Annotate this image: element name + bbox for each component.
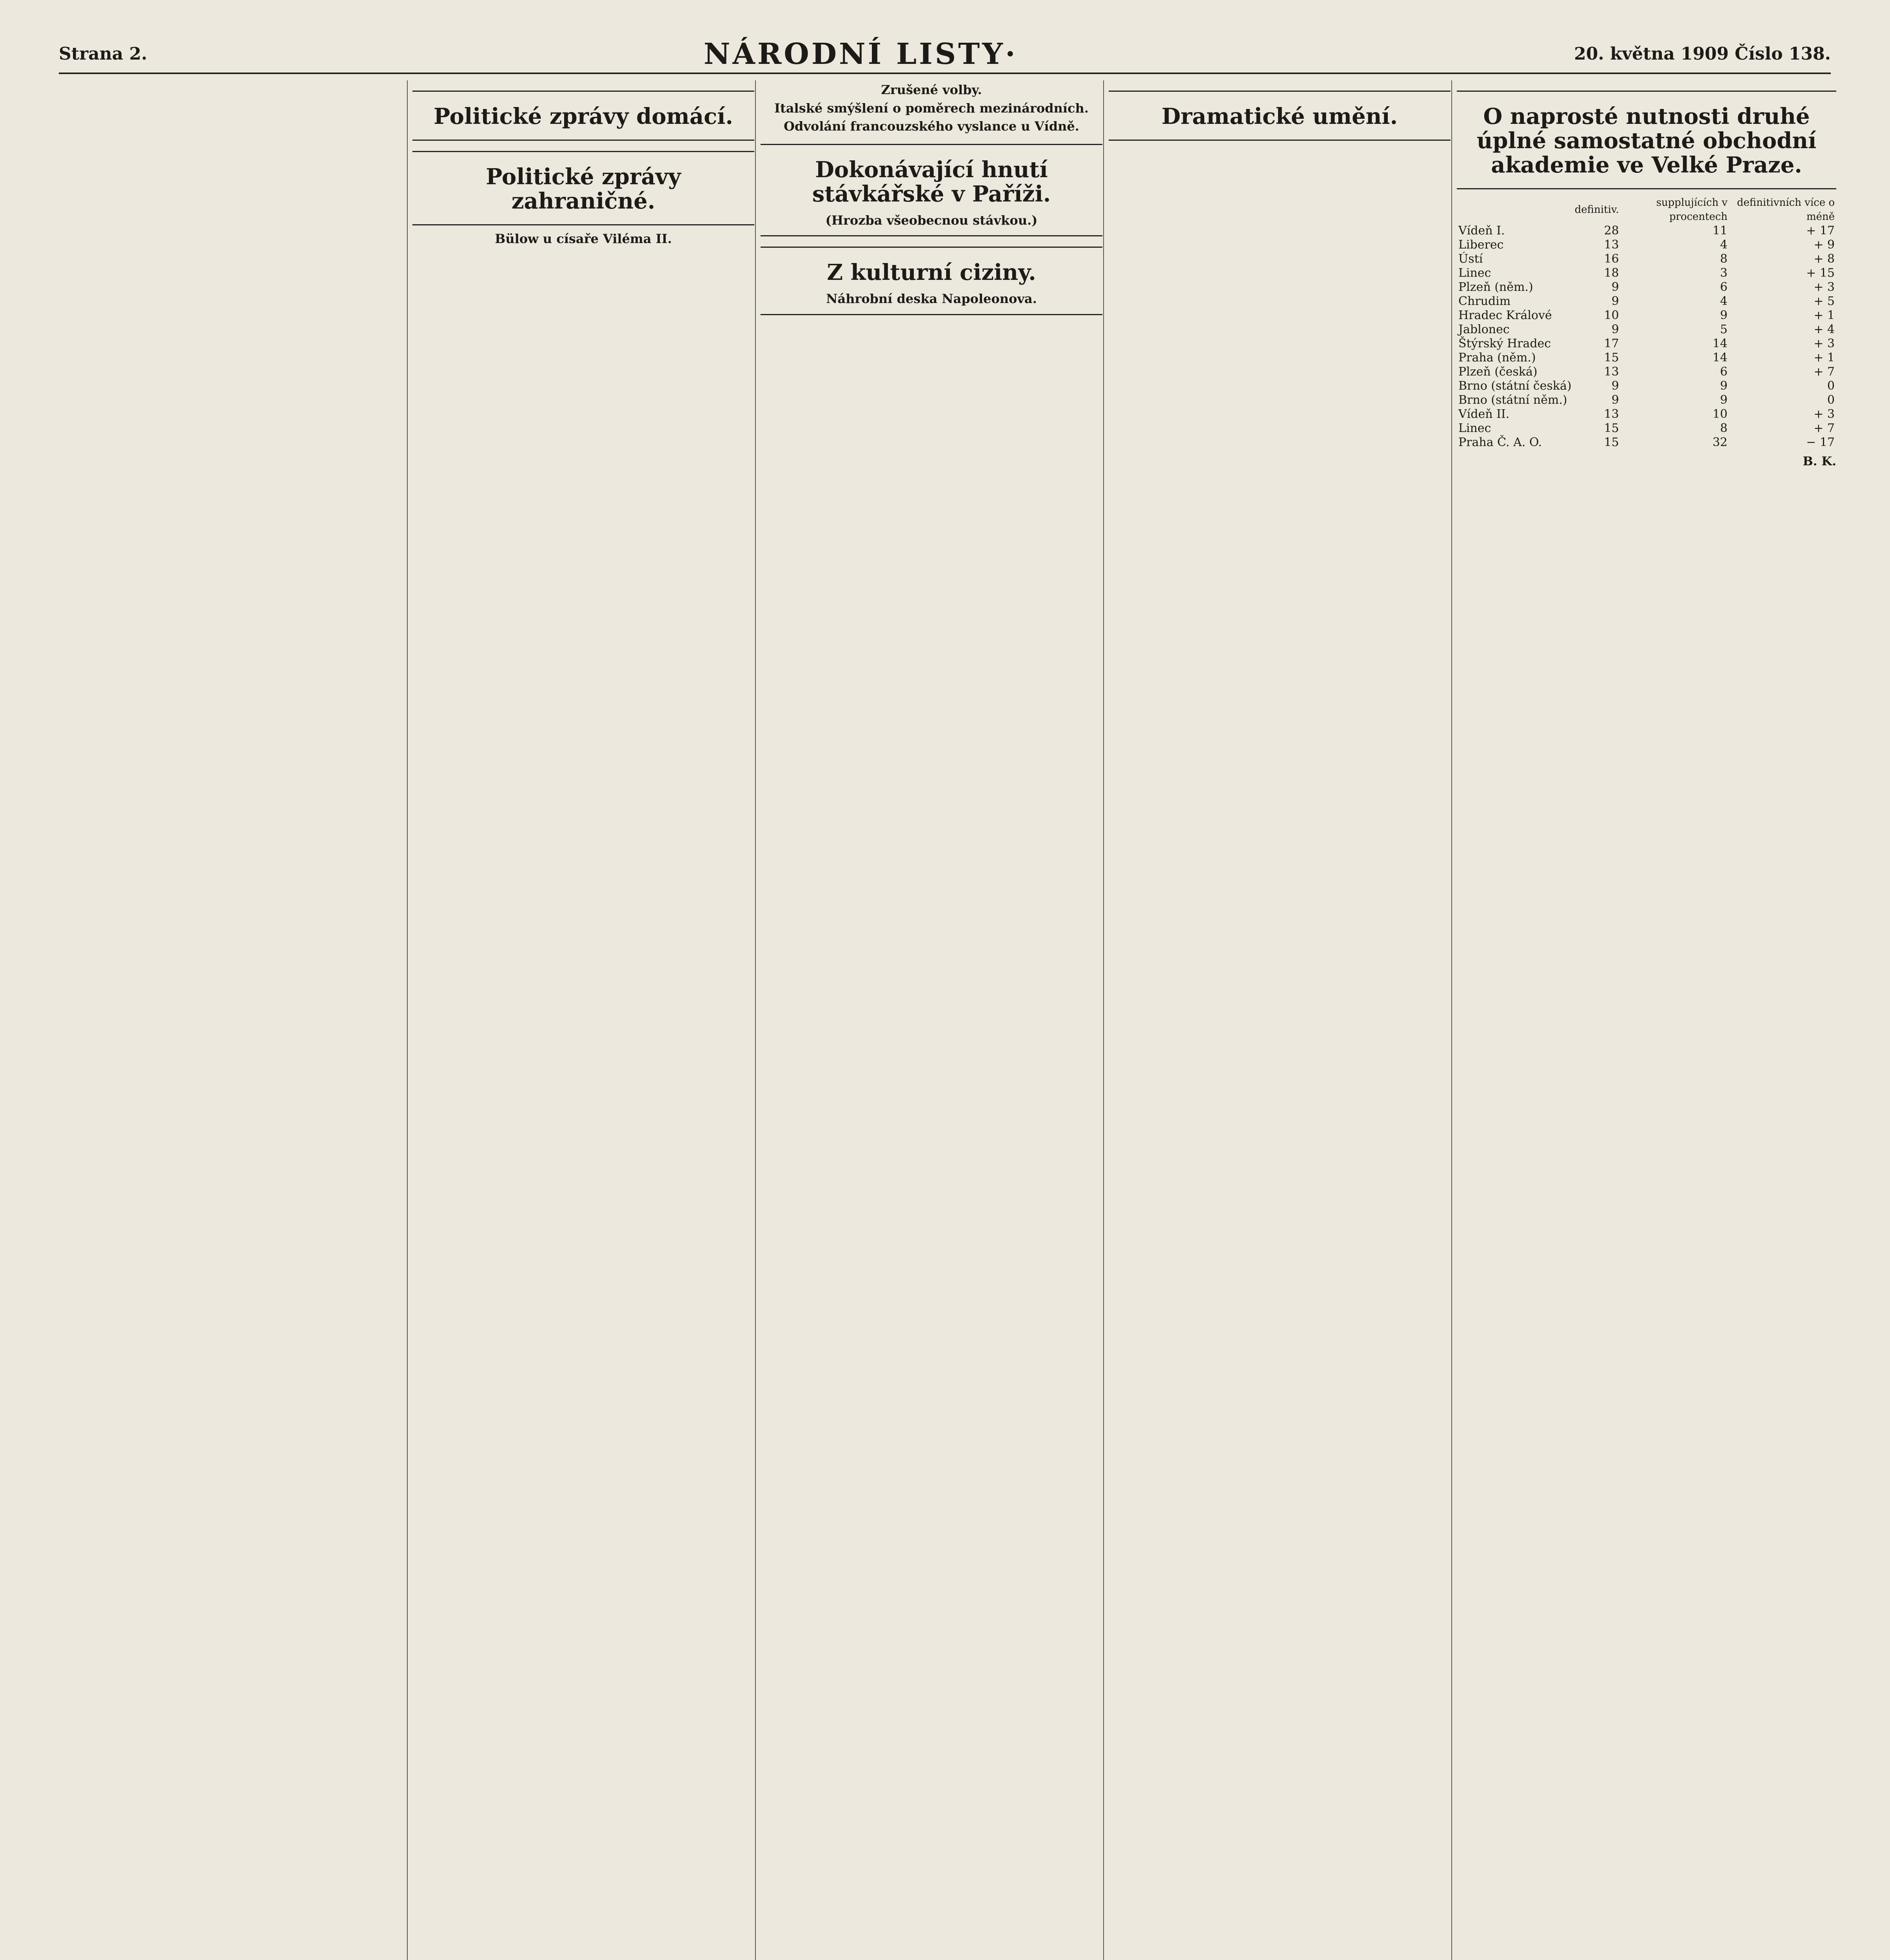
table-cell-difference: + 7 — [1814, 421, 1835, 435]
table-row — [1457, 351, 1836, 365]
table-cell-school: Hradec Králové — [1458, 309, 1552, 322]
issue-date: 20. května 1909 Číslo 138. — [1574, 44, 1831, 64]
table-cell-definitive: 16 — [1604, 252, 1619, 266]
table-cell-school: Brno (státní něm.) — [1458, 393, 1567, 407]
table-cell-definitive: 10 — [1604, 309, 1619, 322]
table-row — [1457, 436, 1836, 450]
table-cell-substitute: 5 — [1720, 323, 1728, 336]
table-cell-definitive: 15 — [1604, 436, 1619, 449]
academy-statistics-table — [1457, 196, 1836, 450]
table-cell-substitute: 32 — [1712, 436, 1728, 449]
table-cell-definitive: 9 — [1611, 294, 1619, 308]
table-cell-school: Ústí — [1458, 252, 1483, 266]
table-cell-definitive: 28 — [1604, 224, 1619, 238]
subhead-odvolani: Odvolání francouzského vyslance u Vídně. — [784, 119, 1079, 134]
table-row — [1457, 407, 1836, 421]
table-cell-definitive: 15 — [1604, 351, 1619, 365]
table-cell-definitive: 18 — [1604, 266, 1619, 280]
table-cell-substitute: 9 — [1720, 309, 1728, 322]
table-cell-difference: + 1 — [1814, 351, 1835, 365]
table-cell-school: Liberec — [1458, 238, 1504, 252]
column-4 — [1103, 80, 1451, 1960]
table-cell-definitive: 17 — [1604, 337, 1619, 350]
subhead-bulow: Bülow u císaře Viléma II. — [495, 231, 672, 246]
table-header-substitute: supplujících v procentech — [1656, 197, 1728, 223]
subhead-italske: Italské smýšlení o poměrech mezinárodních. — [774, 100, 1089, 116]
subhead-culture: Náhrobní deska Napoleonova. — [826, 291, 1037, 307]
table-cell-definitive: 9 — [1611, 280, 1619, 294]
table-cell-difference: − 17 — [1806, 436, 1835, 449]
page-number: Strana 2. — [59, 44, 147, 64]
table-row — [1457, 323, 1836, 337]
table-header-difference: definitivních více o méně — [1737, 197, 1835, 223]
table-cell-difference: + 3 — [1814, 337, 1835, 350]
headline-culture: Z kulturní ciziny. — [827, 260, 1036, 286]
headline-academy: O naprosté nutnosti druhé úplné samostatné obchodní akademie ve Velké Praze. — [1476, 103, 1817, 178]
academy-table-body — [1457, 224, 1836, 450]
section-political-foreign — [412, 151, 754, 225]
newspaper-title: NÁRODNÍ LISTY· — [703, 37, 1018, 71]
table-cell-difference: 0 — [1827, 379, 1835, 393]
table-cell-substitute: 14 — [1712, 337, 1728, 350]
subhead-zrusene-volby: Zrušené volby. — [881, 82, 982, 97]
table-row — [1457, 309, 1836, 323]
table-row — [1457, 337, 1836, 351]
table-cell-school: Brno (státní česká) — [1458, 379, 1572, 393]
table-cell-school: Linec — [1458, 421, 1491, 435]
table-cell-substitute: 4 — [1720, 294, 1728, 308]
table-cell-school: Linec — [1458, 266, 1491, 280]
headline-political-domestic: Politické zprávy domácí. — [434, 103, 733, 129]
table-cell-school: Vídeň II. — [1458, 407, 1510, 421]
table-cell-definitive: 13 — [1604, 238, 1619, 252]
table-cell-school: Praha Č. A. O. — [1458, 436, 1542, 449]
table-header-definitive: definitiv. — [1574, 204, 1619, 216]
table-cell-substitute: 14 — [1712, 351, 1728, 365]
table-cell-definitive: 9 — [1611, 393, 1619, 407]
author-signature: B. K. — [1803, 454, 1836, 468]
table-cell-difference: + 8 — [1814, 252, 1835, 266]
section-culture — [761, 247, 1102, 315]
table-cell-difference: + 1 — [1814, 309, 1835, 322]
table-cell-definitive: 9 — [1611, 379, 1619, 393]
section-political-domestic — [412, 91, 754, 141]
column-3 — [755, 80, 1102, 1960]
table-cell-difference: + 17 — [1806, 224, 1835, 238]
table-row — [1457, 280, 1836, 294]
table-cell-school: Vídeň I. — [1458, 224, 1505, 238]
table-cell-difference: + 4 — [1814, 323, 1835, 336]
table-cell-difference: + 15 — [1806, 266, 1835, 280]
table-cell-substitute: 3 — [1720, 266, 1728, 280]
subhead-strike: (Hrozba všeobecnou stávkou.) — [825, 212, 1038, 228]
section-academy — [1457, 91, 1836, 189]
headline-political-foreign: Politické zprávy zahraničné. — [486, 164, 681, 214]
table-cell-difference: + 9 — [1814, 238, 1835, 252]
table-row — [1457, 252, 1836, 266]
table-cell-substitute: 11 — [1712, 224, 1728, 238]
table-cell-definitive: 13 — [1604, 365, 1619, 379]
headline-strike: Dokonávající hnutí stávkářské v Paříži. — [812, 156, 1051, 207]
section-drama — [1109, 91, 1451, 141]
section-strike — [761, 144, 1102, 237]
column-2 — [407, 80, 754, 1960]
table-cell-substitute: 10 — [1712, 407, 1728, 421]
table-cell-substitute: 8 — [1720, 252, 1728, 266]
table-row — [1457, 238, 1836, 252]
table-header-school — [1457, 196, 1573, 224]
table-row — [1457, 294, 1836, 309]
table-cell-difference: + 3 — [1814, 280, 1835, 294]
table-cell-substitute: 4 — [1720, 238, 1728, 252]
table-cell-substitute: 9 — [1720, 379, 1728, 393]
table-row — [1457, 266, 1836, 280]
table-cell-difference: 0 — [1827, 393, 1835, 407]
table-cell-substitute: 8 — [1720, 421, 1728, 435]
table-cell-definitive: 15 — [1604, 421, 1619, 435]
headline-drama: Dramatické umění. — [1161, 103, 1398, 129]
table-cell-school: Chrudim — [1458, 294, 1511, 308]
masthead — [59, 35, 1831, 74]
table-row — [1457, 379, 1836, 393]
table-cell-school: Štýrský Hradec — [1458, 337, 1551, 350]
table-row — [1457, 365, 1836, 379]
table-cell-substitute: 6 — [1720, 280, 1728, 294]
table-cell-school: Praha (něm.) — [1458, 351, 1536, 365]
table-row — [1457, 421, 1836, 436]
table-cell-substitute: 6 — [1720, 365, 1728, 379]
table-cell-school: Jablonec — [1458, 323, 1510, 336]
table-cell-definitive: 9 — [1611, 323, 1619, 336]
table-cell-school: Plzeň (česká) — [1458, 365, 1538, 379]
table-row — [1457, 224, 1836, 238]
table-cell-difference: + 7 — [1814, 365, 1835, 379]
column-5 — [1451, 80, 1836, 1960]
table-cell-substitute: 9 — [1720, 393, 1728, 407]
table-cell-school: Plzeň (něm.) — [1458, 280, 1533, 294]
column-1 — [59, 80, 401, 1960]
table-cell-difference: + 5 — [1814, 294, 1835, 308]
table-cell-difference: + 3 — [1814, 407, 1835, 421]
table-row — [1457, 393, 1836, 407]
table-cell-definitive: 13 — [1604, 407, 1619, 421]
